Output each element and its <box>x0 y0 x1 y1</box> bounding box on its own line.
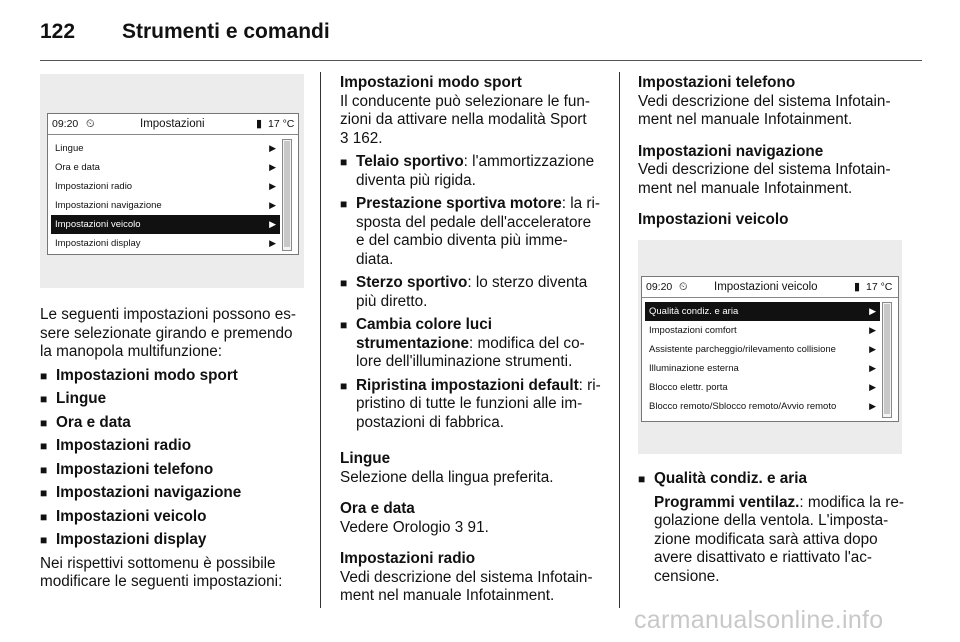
section-heading-sport: Impostazioni modo sport <box>340 74 522 91</box>
header-rule <box>40 60 922 61</box>
column-divider-2 <box>619 72 620 608</box>
column-divider-1 <box>320 72 321 608</box>
sport-option-item: ■ Cambia colore luci strumentazione: modifica del co- lore dell'illuminazione strumenti. <box>340 316 608 372</box>
text-line: ment nel manuale Infotainment. <box>638 111 853 128</box>
screen-temperature: 17 °C <box>866 281 893 293</box>
menu-item[interactable] <box>51 215 280 234</box>
clock-icon: ⏲ <box>679 281 688 293</box>
chevron-right-icon: ▶ <box>269 200 276 210</box>
settings-bullet-item: ■ Impostazioni navigazione <box>40 484 310 503</box>
chevron-right-icon: ▶ <box>269 219 276 229</box>
menu-item[interactable] <box>51 234 280 253</box>
sport-option-item: ■ Ripristina impostazioni default: ri- pristino di tutte le funzioni alle im- postazioni di fabbrica. <box>340 377 608 433</box>
intro-line: la manopola multifunzione: <box>40 343 222 360</box>
settings-bullet-item: ■ Ora e data <box>40 414 310 433</box>
scroll-thumb[interactable] <box>284 141 290 247</box>
section-heading-telefono: Impostazioni telefono <box>638 74 796 91</box>
menu-item-label: Impostazioni veicolo <box>55 219 141 230</box>
menu-item[interactable] <box>645 340 880 359</box>
menu-item-label: Impostazioni display <box>55 238 141 249</box>
menu-item[interactable] <box>645 321 880 340</box>
screen-header <box>48 114 298 135</box>
clock-icon: ⏲ <box>86 118 95 130</box>
menu-item[interactable] <box>51 196 280 215</box>
screen-scrollbar[interactable] <box>882 302 892 418</box>
column-3-lower <box>638 470 924 586</box>
chevron-right-icon: ▶ <box>869 344 876 354</box>
chevron-right-icon: ▶ <box>869 306 876 316</box>
page-number: 122 <box>40 20 76 43</box>
text-line: ment nel manuale Infotainment. <box>340 587 555 604</box>
settings-screen-image <box>40 74 304 288</box>
screen-time: 09:20 <box>52 118 79 130</box>
intro-line: Le seguenti impostazioni possono es- <box>40 306 296 323</box>
menu-item-label: Assistente parcheggio/rilevamento collisione <box>649 344 836 355</box>
sport-option-item: ■ Prestazione sportiva motore: la ri- sposta del pedale dell'acceleratore e del cambio diventa più imme- diata. <box>340 195 608 269</box>
menu-item[interactable] <box>51 139 280 158</box>
sport-option-item: ■ Telaio sportivo: l'ammortizzazione diventa più rigida. <box>340 153 608 190</box>
menu-item[interactable] <box>51 177 280 196</box>
screen-header <box>642 277 898 298</box>
menu-item-label: Impostazioni navigazione <box>55 200 162 211</box>
settings-bullet-item: ■ Impostazioni radio <box>40 437 310 456</box>
chevron-right-icon: ▶ <box>869 401 876 411</box>
outro-line: modificare le seguenti impostazioni: <box>40 573 283 590</box>
menu-item[interactable] <box>51 158 280 177</box>
screen-temperature: 17 °C <box>268 118 295 130</box>
ventilation-description: Programmi ventilaz.: modifica la re- golazione della ventola. L'imposta- zione modificata sarà attiva dopo avere disattivato e riattivato l'ac- censione. <box>654 493 904 585</box>
vehicle-settings-screen-image <box>638 240 902 454</box>
section-heading-ora: Ora e data <box>340 500 415 517</box>
menu-item-label: Impostazioni radio <box>55 181 133 192</box>
text-line: Il conducente può selezionare le fun- <box>340 92 591 110</box>
chevron-right-icon: ▶ <box>869 382 876 392</box>
menu-item[interactable] <box>645 359 880 378</box>
text-line: Vedi descrizione del sistema Infotain- <box>340 568 593 586</box>
menu-item-label: Blocco remoto/Sblocco remoto/Avvio remoto <box>649 401 837 412</box>
text-line: Selezione della lingua preferita. <box>340 468 554 486</box>
menu-item[interactable] <box>645 397 880 416</box>
menu-item-label: Illuminazione esterna <box>649 363 739 374</box>
settings-bullet-item: ■ Lingue <box>40 390 310 409</box>
text-line: Vedere Orologio 3 91. <box>340 518 489 536</box>
settings-bullet-item: ■ Impostazioni telefono <box>40 461 310 480</box>
column-1 <box>40 306 310 592</box>
settings-bullet-item: ■ Impostazioni display <box>40 531 310 550</box>
screen-title: Impostazioni veicolo <box>714 281 818 293</box>
menu-item[interactable] <box>645 302 880 321</box>
settings-screen <box>47 113 299 255</box>
chevron-right-icon: ▶ <box>269 238 276 248</box>
menu-item[interactable] <box>645 378 880 397</box>
vehicle-settings-screen <box>641 276 899 422</box>
text-line: ment nel manuale Infotainment. <box>638 179 853 197</box>
section-heading-radio: Impostazioni radio <box>340 550 476 567</box>
chevron-right-icon: ▶ <box>869 363 876 373</box>
menu-item-label: Lingue <box>55 143 84 154</box>
text-line: zioni da attivare nella modalità Sport <box>340 111 587 128</box>
menu-item-label: Impostazioni comfort <box>649 325 737 336</box>
text-line: Vedi descrizione del sistema Infotain- <box>638 92 891 110</box>
intro-line: sere selezionate girando e premendo <box>40 324 293 342</box>
settings-bullet-item: ■ Impostazioni modo sport <box>40 367 310 386</box>
section-heading-lingue: Lingue <box>340 450 391 467</box>
outro-line: Nei rispettivi sottomenu è possibile <box>40 554 276 572</box>
screen-scrollbar[interactable] <box>282 139 292 251</box>
watermark: carmanualsonline.info <box>634 606 884 634</box>
menu-item-label: Ora e data <box>55 162 100 173</box>
column-3 <box>638 74 924 230</box>
screen-time: 09:20 <box>646 281 673 293</box>
text-line: 3 162. <box>340 129 383 147</box>
chevron-right-icon: ▶ <box>269 143 276 153</box>
phone-icon: ▮ <box>854 281 861 293</box>
chevron-right-icon: ▶ <box>269 181 276 191</box>
text-line: Vedi descrizione del sistema Infotain- <box>638 161 891 178</box>
screen-title: Impostazioni <box>140 118 205 130</box>
phone-icon: ▮ <box>256 118 263 130</box>
section-heading-navigazione: Impostazioni navigazione <box>638 142 824 160</box>
chevron-right-icon: ▶ <box>269 162 276 172</box>
scroll-thumb[interactable] <box>884 304 890 414</box>
sport-option-item: ■ Sterzo sportivo: lo sterzo diventa più diretto. <box>340 274 608 311</box>
vehicle-option-item: ■ Qualità condiz. e aria <box>638 470 924 489</box>
column-2 <box>340 74 608 606</box>
page-title: Strumenti e comandi <box>122 20 330 43</box>
chevron-right-icon: ▶ <box>869 325 876 335</box>
menu-item-label: Blocco elettr. porta <box>649 382 728 393</box>
section-heading-veicolo: Impostazioni veicolo <box>638 211 789 228</box>
menu-item-label: Qualità condiz. e aria <box>649 306 739 317</box>
settings-bullet-item: ■ Impostazioni veicolo <box>40 508 310 527</box>
